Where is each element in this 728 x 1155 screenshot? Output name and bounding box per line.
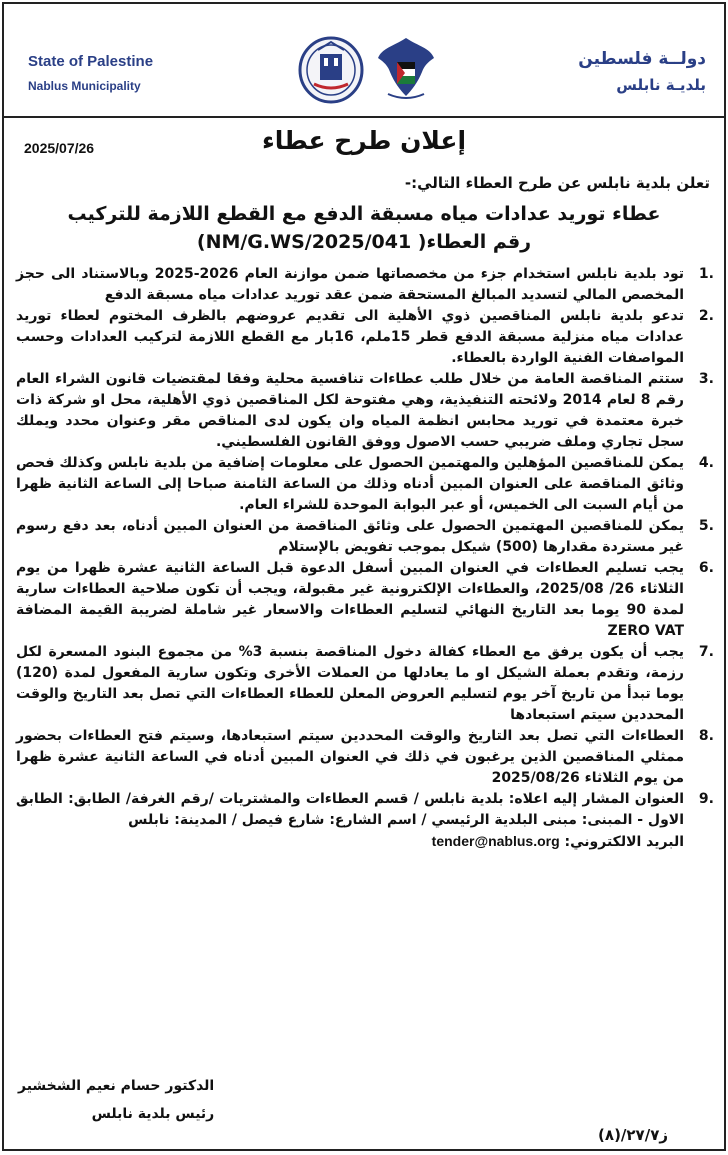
arabic-state-name: دولــة فلسطين xyxy=(578,49,706,69)
item-number: .4 xyxy=(698,455,714,471)
intro-text: تعلن بلدية نابلس عن طرح العطاء التالي:- xyxy=(404,174,710,192)
list-item xyxy=(16,516,714,558)
list-item xyxy=(16,642,714,726)
english-municipality-name: Nablus Municipality xyxy=(28,79,141,93)
list-item xyxy=(16,369,714,453)
email-link[interactable]: tender@nablus.org xyxy=(431,833,560,849)
email-label: البريد الالكتروني: xyxy=(564,834,684,850)
arabic-letterhead xyxy=(578,46,706,98)
item-number: .5 xyxy=(698,518,714,534)
item-number: .8 xyxy=(698,728,714,744)
item-text: تدعو بلدية نابلس المناقصين ذوي الأهلية الى تقديم عروضهم بالظرف المختوم لعطاء توريد عدادات مياه منزلية مسبقة الدفع قطر 15ملم، 16بار مع القطع اللازمة لتركيب العدادات وحسب المواصفات الفنية الواردة بالعطاء. xyxy=(16,308,684,366)
list-item xyxy=(16,558,714,642)
list-item xyxy=(16,264,714,306)
list-item xyxy=(16,789,714,853)
tender-subject-title: عطاء توريد عدادات مياه مسبقة الدفع مع القطع اللازمة للتركيب xyxy=(67,203,661,225)
list-item xyxy=(16,726,714,789)
tender-subject xyxy=(14,200,714,256)
palestine-eagle-emblem xyxy=(374,32,438,104)
announcement-date: 2025/07/26 xyxy=(24,140,95,156)
item-text: يمكن للمناقصين المهتمين الحصول على وثائق المناقصة من العنوان المبين أدناه، بعد دفع رسوم غير مستردة مقدارها (500) شيكل بموجب تفويض بالإستلام xyxy=(16,518,684,555)
letterhead xyxy=(4,4,724,118)
nablus-municipality-logo xyxy=(296,32,366,104)
item-text-block xyxy=(16,789,684,853)
item-text: تود بلدية نابلس استخدام جزء من مخصصاتها ضمن موازنة العام 2026-2025 وبالاستناد الى حجز المخصص المالي لتسديد المبالغ المستحقة ضمن عقد توريد عدادات مياه مسبقة الدفع xyxy=(16,266,684,303)
reference-code: ز٢٧/٧/(٨) xyxy=(598,1126,668,1144)
item-text: يجب أن يكون يرفق مع العطاء كفالة دخول المناقصة بنسبة 3% من مجموع البنود المسعرة لكل رزمة، وتقدم بعملة الشيكل او ما يعادلها من العملات الأخرى وتكون سارية المفعول لمدة (120) يوما تبدأ من تاريخ آخر يوم لتسليم العروض المعلن للعطاء العطاءات التي تصل بعد التاريخ والوقت المحددين سيتم استبعادها xyxy=(16,644,684,723)
item-number: .3 xyxy=(698,371,714,387)
announcement-page xyxy=(2,2,726,1151)
list-item xyxy=(16,453,714,516)
signatory-name: الدكتور حسام نعيم الشخشير xyxy=(18,1078,215,1094)
item-text: يمكن للمناقصين المؤهلين والمهتمين الحصول على معلومات إضافية من بلدية نابلس وكذلك فحص وثائق المناقصة على العنوان المبين أدناه وذلك من الساعة الثامنة صباحا إلى الساعة الثانية ظهرا من أيام السبت الى الخميس، أو عبر البوابة الموحدة للشراء العام. xyxy=(16,455,684,513)
item-text: العطاءات التي تصل بعد التاريخ والوقت المحددين سيتم استبعادها، وسيتم فتح العطاءات بحضور ممثلي المناقصين الذين يرغبون في ذلك في العنوان المبين أدناه في الساعة الثانية عشرة ظهرا من يوم الثلاثاء 2025/08/26 xyxy=(16,728,684,786)
signatory-role: رئيس بلدية نابلس xyxy=(91,1106,215,1122)
arabic-municipality-name: بلديـة نابلس xyxy=(616,76,706,94)
item-number: .2 xyxy=(698,308,714,324)
item-number: .7 xyxy=(698,644,714,660)
tender-number: رقم العطاء( NM/G.WS/2025/041) xyxy=(196,231,532,253)
page-title: إعلان طرح عطاء xyxy=(261,126,467,155)
item-text: يجب تسليم العطاءات في العنوان المبين أسفل الدعوة قبل الساعة الثانية عشرة ظهرا من يوم الثلاثاء 26/ 2025/08، والعطاءات الإلكترونية غير مقبولة، ويجب أن تكون صلاحية العطاءات سارية لمدة 90 يوما بعد التاريخ النهائي لتسليم العطاءات والاسعار غير شاملة لضريبة القيمة المضافة ZERO VAT xyxy=(16,560,684,639)
item-number: .9 xyxy=(698,791,714,807)
item-text: ستتم المناقصة العامة من خلال طلب عطاءات تنافسية محلية وفقا لمقتضيات قانون الشراء العام رقم 8 لعام 2014 ولائحته التنفيذية، وهي مفتوحة لكل المناقصين ذوي الأهلية، محل او شركة ذات خبرة معتمدة في توريد محابس انظمة المياه وان يكون لدى المناقص مقر وعنوان محدد ويملك سجل تجاري وملف ضريبي حسب الاصول ووفق القانون الفلسطيني. xyxy=(16,371,684,450)
english-state-name: State of Palestine xyxy=(28,53,154,70)
item-number: .1 xyxy=(698,266,714,282)
signature-block xyxy=(18,1072,214,1128)
terms-list xyxy=(16,264,714,853)
english-letterhead xyxy=(28,50,153,98)
item-text: العنوان المشار إليه اعلاه: بلدية نابلس / قسم العطاءات والمشتريات /رقم الغرفة/ الطابق: الطابق الاول - المبنى: مبنى البلدية الرئيسي / اسم الشارع: شارع فيصل / المدينة: نابلس xyxy=(16,791,684,828)
item-number: .6 xyxy=(698,560,714,576)
list-item xyxy=(16,306,714,369)
